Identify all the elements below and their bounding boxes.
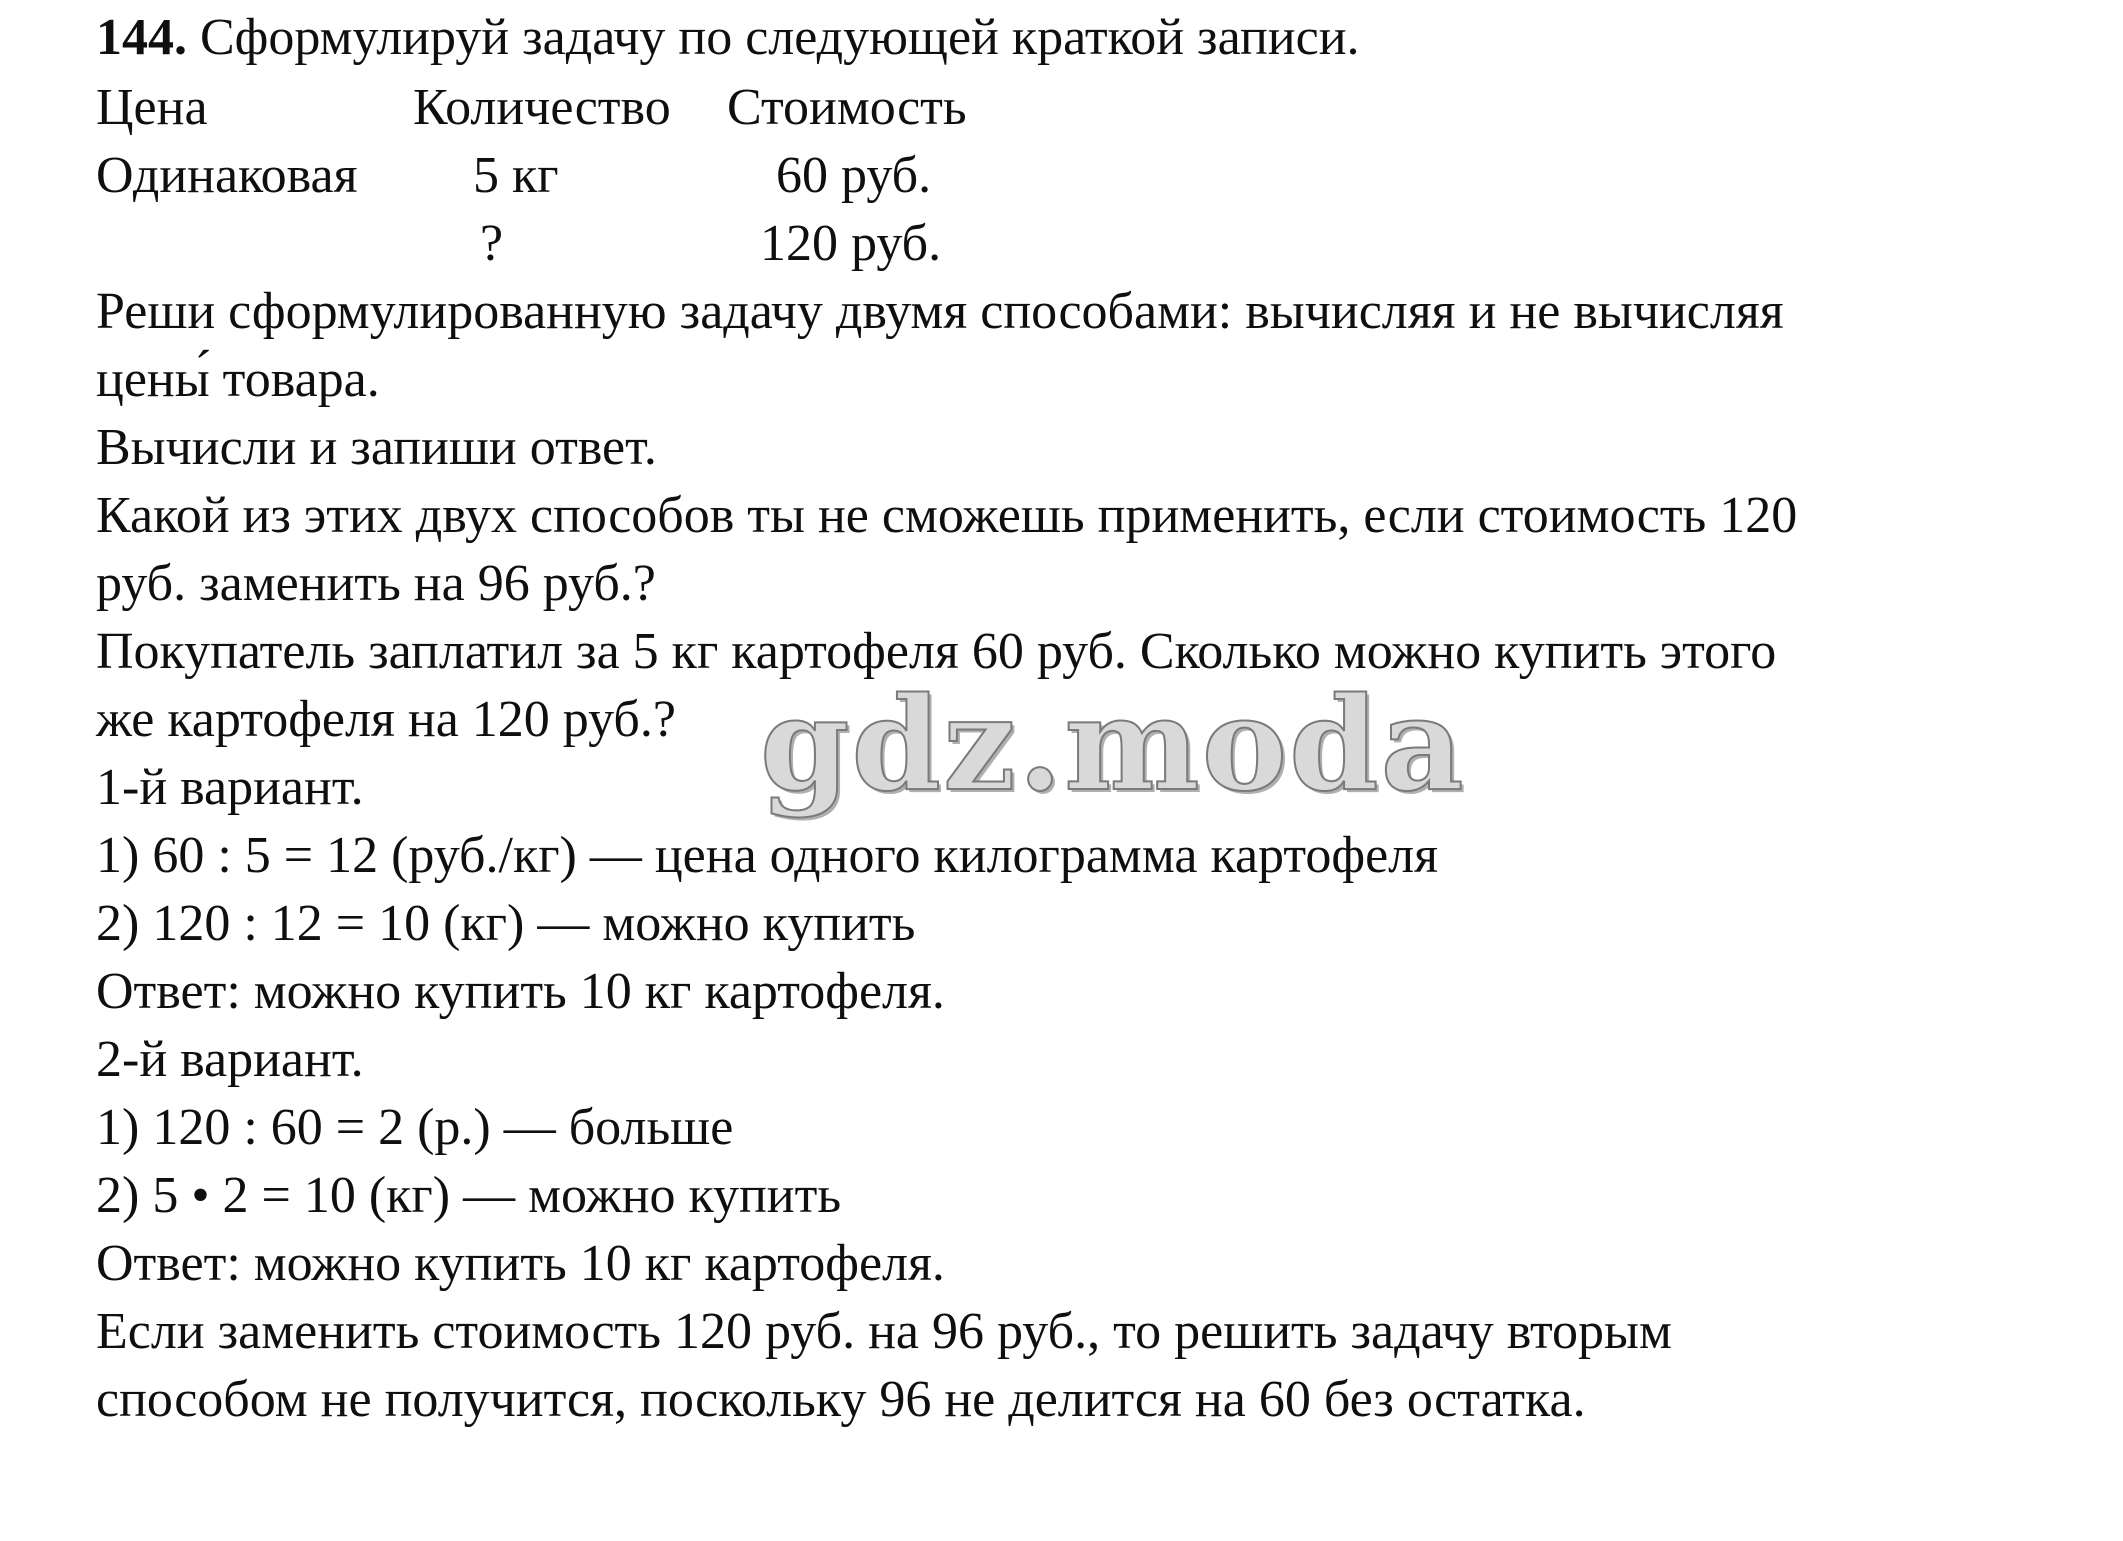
text-line: Покупатель заплатил за 5 кг картофеля 60 руб. Сколько можно купить этого <box>96 623 1777 680</box>
row1-quantity: 5 кг <box>473 147 559 204</box>
solution-step: 2) 5 • 2 = 10 (кг) — можно купить <box>96 1167 842 1224</box>
text-line: Если заменить стоимость 120 руб. на 96 руб., то решить задачу вторым <box>96 1303 1672 1360</box>
row1-cost: 60 руб. <box>776 147 932 204</box>
text-line: способом не получится, поскольку 96 не делится на 60 без остатка. <box>96 1371 1586 1428</box>
text-line: руб. заменить на 96 руб.? <box>96 555 656 612</box>
row2-quantity: ? <box>480 215 504 272</box>
text-line: цены́ товара. <box>96 351 380 408</box>
variant-heading: 2-й вариант. <box>96 1031 364 1088</box>
answer-line: Ответ: можно купить 10 кг картофеля. <box>96 1235 945 1292</box>
header-quantity: Количество <box>413 79 671 136</box>
row1-price: Одинаковая <box>96 147 358 204</box>
problem-heading <box>96 4 1360 72</box>
answer-line: Ответ: можно купить 10 кг картофеля. <box>96 963 945 1020</box>
problem-statement: Сформулируй задачу по следующей краткой записи. <box>187 9 1360 66</box>
solution-step: 2) 120 : 12 = 10 (кг) — можно купить <box>96 895 916 952</box>
variant-heading: 1-й вариант. <box>96 759 364 816</box>
header-cost: Стоимость <box>727 79 967 136</box>
text-line: же картофеля на 120 руб.? <box>96 691 676 748</box>
row2-cost: 120 руб. <box>760 215 942 272</box>
text-line: Реши сформулированную задачу двумя способами: вычисляя и не вычисляя <box>96 283 1784 340</box>
text-line: Вычисли и запиши ответ. <box>96 419 657 476</box>
problem-number: 144. <box>96 9 187 66</box>
solution-step: 1) 60 : 5 = 12 (руб./кг) — цена одного килограмма картофеля <box>96 827 1439 884</box>
watermark-logo: gdz.moda <box>760 670 1466 820</box>
solution-step: 1) 120 : 60 = 2 (р.) — больше <box>96 1099 734 1156</box>
header-price: Цена <box>96 79 208 136</box>
text-line: Какой из этих двух способов ты не сможешь применить, если стоимость 120 <box>96 487 1798 544</box>
